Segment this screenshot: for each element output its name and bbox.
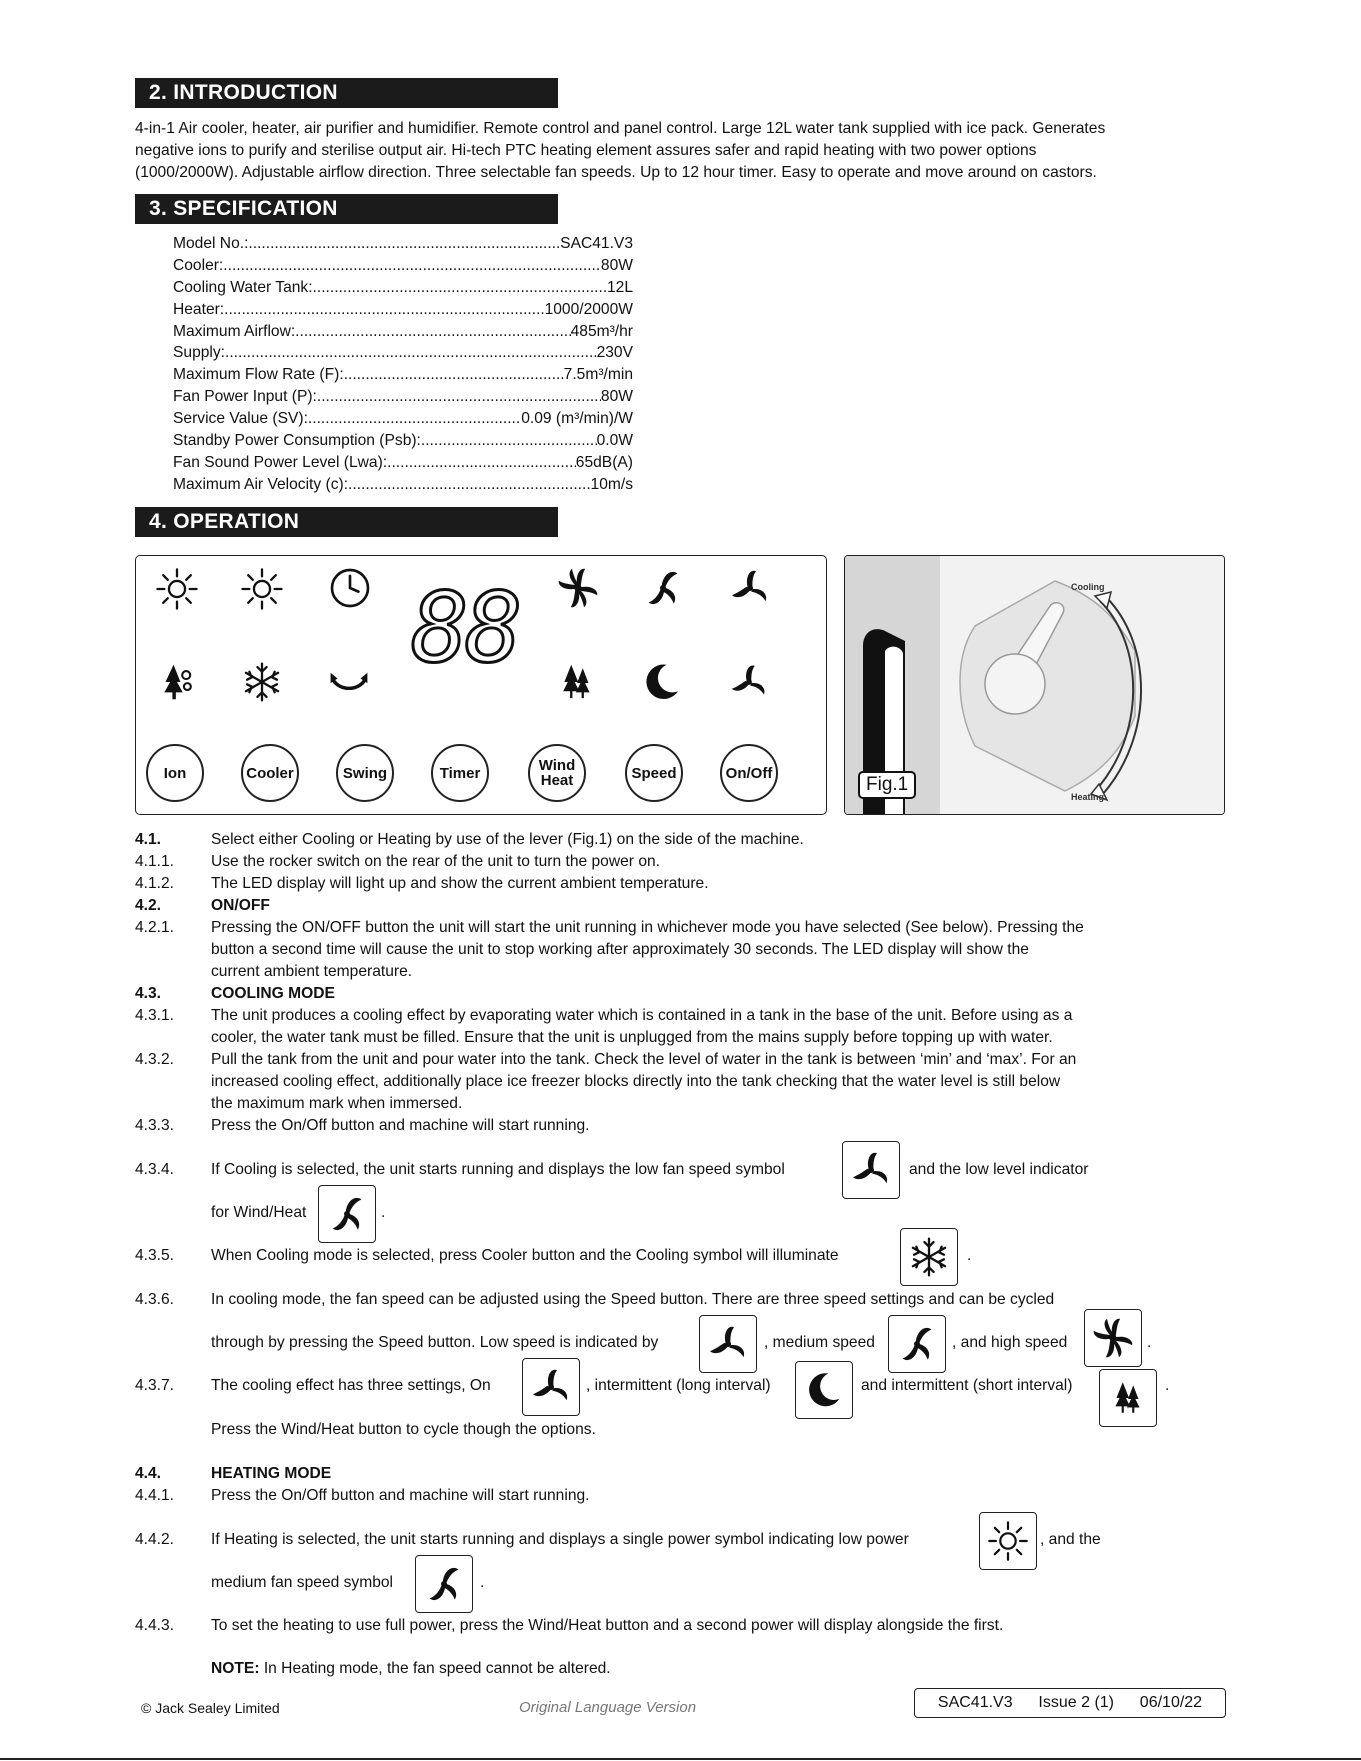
instruction-number: 4.3. <box>135 985 162 1002</box>
spec-row <box>173 277 633 299</box>
spec-leader-dots <box>317 386 601 408</box>
spec-row <box>173 255 633 277</box>
instruction-text: Use the rocker switch on the rear of the unit to turn the power on. <box>211 853 660 870</box>
instruction-number: 4.4.2. <box>135 1531 175 1548</box>
instruction-number: 4.1.1. <box>135 853 175 870</box>
instruction-text: , intermittent (long interval) <box>586 1377 771 1394</box>
instruction-number: 4.2. <box>135 897 162 914</box>
instruction-row <box>135 1049 1225 1071</box>
spec-leader-dots <box>387 452 576 474</box>
spec-leader-dots <box>313 277 607 299</box>
intro-paragraph <box>135 118 1225 184</box>
spec-label: Maximum Air Velocity (c): <box>173 475 349 493</box>
instruction-text: , and the <box>1040 1531 1101 1548</box>
instruction-number: 4.3.3. <box>135 1117 175 1134</box>
medium-speed-symbol-box <box>888 1315 946 1373</box>
instruction-text: current ambient temperature. <box>211 963 413 980</box>
spec-row <box>173 321 633 343</box>
copyright: © Jack Sealey Limited <box>141 1700 280 1716</box>
spec-value: 0.09 (m³/min)/W <box>521 410 633 428</box>
instruction-row <box>135 917 1225 939</box>
instruction-number: 4.3.6. <box>135 1291 175 1308</box>
instruction-row <box>135 851 1225 873</box>
led-display: 88 <box>411 572 519 684</box>
fan-high-icon <box>1089 1314 1137 1362</box>
fan-low-icon <box>726 564 774 612</box>
long-interval-symbol-box <box>795 1361 853 1419</box>
instruction-text: Select either Cooling or Heating by use of the lever (Fig.1) on the side of the machine. <box>211 831 804 848</box>
spec-row <box>173 452 633 474</box>
spec-label: Supply: <box>173 344 226 362</box>
fig-label: Fig.1 <box>858 771 916 799</box>
intro-line: negative ions to purify and sterilise output air. Hi-tech PTC heating element assures safer and rapid heating with two power options <box>135 142 1037 159</box>
spec-row <box>173 474 633 496</box>
instruction-row <box>135 1159 1225 1181</box>
tree-ion-icon <box>154 659 200 705</box>
instruction-text: increased cooling effect, additionally place ice freezer blocks directly into the tank checking that the water level is still below <box>211 1073 1061 1090</box>
spec-value: 10m/s <box>590 475 633 493</box>
instruction-text: Press the On/Off button and machine will start running. <box>211 1487 590 1504</box>
model-number: SAC41.V3 <box>937 1694 1013 1711</box>
speed-button[interactable]: Speed <box>625 744 683 802</box>
spec-value: 65dB(A) <box>575 453 633 471</box>
spec-leader-dots <box>248 233 560 255</box>
cooling-symbol-box <box>900 1228 958 1286</box>
spec-leader-dots <box>348 474 591 496</box>
section-heading-specification: 3. SPECIFICATION <box>135 194 558 224</box>
instruction-row <box>135 1375 1225 1397</box>
instruction-text: through by pressing the Speed button. Low speed is indicated by <box>211 1334 659 1351</box>
spec-value: 230V <box>596 344 633 362</box>
sun-high-icon <box>154 566 200 612</box>
spec-label: Heater: <box>173 300 225 318</box>
instruction-text: If Heating is selected, the unit starts running and displays a single power symbol indicating low power <box>211 1531 909 1548</box>
sun-low-icon <box>239 566 285 612</box>
moon-icon <box>639 659 685 705</box>
spec-row <box>173 430 633 452</box>
low-power-symbol-box <box>979 1512 1037 1570</box>
instruction-text: The unit produces a cooling effect by evaporating water which is contained in a tank in the base of the unit. Before using as a <box>211 1007 1073 1024</box>
spec-value: 80W <box>600 256 633 274</box>
snowflake-icon <box>239 659 285 705</box>
instruction-row <box>135 1463 1225 1485</box>
control-panel-diagram <box>135 555 827 815</box>
instruction-number: 4.2.1. <box>135 919 175 936</box>
spec-row <box>173 364 633 386</box>
cooling-label: Cooling <box>1071 582 1105 592</box>
sun-icon <box>986 1519 1030 1563</box>
instruction-number: 4.4. <box>135 1465 162 1482</box>
instruction-row <box>135 873 1225 895</box>
instruction-row <box>135 983 1225 1005</box>
spec-label: Service Value (SV): <box>173 410 308 428</box>
instruction-number: 4.3.4. <box>135 1161 175 1178</box>
snowflake-icon <box>906 1234 952 1280</box>
spec-label: Maximum Airflow: <box>173 322 296 340</box>
instruction-number: 4.1. <box>135 831 162 848</box>
spec-leader-dots <box>224 299 544 321</box>
fan-low-icon <box>704 1320 752 1368</box>
instruction-row <box>135 1115 1225 1137</box>
instruction-text: and intermittent (short interval) <box>861 1377 1073 1394</box>
spec-label: Cooling Water Tank: <box>173 278 313 296</box>
subsection-heading: COOLING MODE <box>211 985 335 1002</box>
instruction-number: 4.3.1. <box>135 1007 175 1024</box>
fan-low-icon <box>847 1146 895 1194</box>
spec-leader-dots <box>421 430 597 452</box>
cooling-on-symbol-box <box>522 1358 580 1416</box>
instruction-row <box>135 1529 1225 1551</box>
medium-fan-symbol-box <box>415 1555 473 1613</box>
instruction-text: Press the Wind/Heat button to cycle though the options. <box>211 1421 596 1438</box>
spec-label: Cooler: <box>173 256 224 274</box>
spec-label: Model No.: <box>173 235 249 252</box>
tree-icon <box>1107 1377 1149 1419</box>
fan-medium-icon <box>639 564 687 612</box>
section-heading-operation: 4. OPERATION <box>135 507 558 537</box>
spec-list <box>173 233 633 496</box>
instruction-text: The LED display will light up and show the current ambient temperature. <box>211 875 709 892</box>
instruction-row <box>135 1245 1225 1267</box>
fan-medium-icon <box>893 1320 941 1368</box>
instruction-number: 4.1.2. <box>135 875 175 892</box>
instruction-text: Pressing the ON/OFF button the unit will start the unit running in whichever mode you have selected (See below). Pressing the <box>211 919 1084 936</box>
low-speed-symbol-box <box>699 1315 757 1373</box>
section-heading-introduction: 2. INTRODUCTION <box>135 78 558 108</box>
spec-value: 80W <box>600 388 633 406</box>
spec-leader-dots <box>225 342 597 364</box>
fan-high-icon <box>554 564 602 612</box>
on-off-button[interactable]: On/Off <box>720 744 778 802</box>
fan-low-indicator-icon <box>726 659 772 705</box>
spec-label: Fan Power Input (P): <box>173 388 317 406</box>
spec-row <box>173 299 633 321</box>
instruction-text: The cooling effect has three settings, On <box>211 1377 491 1394</box>
moon-icon <box>802 1368 846 1412</box>
tree-icon <box>554 659 600 705</box>
instruction-text: , medium speed <box>764 1334 875 1351</box>
spec-row <box>173 342 633 364</box>
spec-leader-dots <box>308 408 521 430</box>
swing-icon <box>326 659 372 705</box>
instruction-text: cooler, the water tank must be filled. Ensure that the unit is unplugged from the mains supply before topping up with water. <box>211 1029 1053 1046</box>
note-label: NOTE: <box>211 1660 260 1677</box>
spec-value: 1000/2000W <box>544 300 633 318</box>
document-info-box <box>914 1688 1226 1718</box>
wind-heat-low-symbol-box <box>318 1185 376 1243</box>
instruction-number: 4.3.7. <box>135 1377 175 1394</box>
spec-value: SAC41.V3 <box>560 235 633 252</box>
instruction-number: 4.4.3. <box>135 1617 175 1634</box>
spec-row <box>173 408 633 430</box>
instruction-number: 4.3.2. <box>135 1051 175 1068</box>
intro-line: (1000/2000W). Adjustable airflow direction. Three selectable fan speeds. Up to 12 hour timer. Easy to operate and move around on castors. <box>135 164 1097 181</box>
issue-date: 06/10/22 <box>1139 1694 1203 1711</box>
subsection-heading: ON/OFF <box>211 897 270 914</box>
instruction-text: and the low level indicator <box>909 1161 1089 1178</box>
instruction-text: Press the On/Off button and machine will start running. <box>211 1117 590 1134</box>
spec-label: Maximum Flow Rate (F): <box>173 366 344 384</box>
subsection-heading: HEATING MODE <box>211 1465 332 1482</box>
instruction-text: , and high speed <box>952 1334 1068 1351</box>
instruction-text: When Cooling mode is selected, press Cooler button and the Cooling symbol will illuminate <box>211 1247 839 1264</box>
issue-number: Issue 2 (1) <box>1038 1694 1114 1711</box>
instruction-text: the maximum mark when immersed. <box>211 1095 463 1112</box>
spec-row <box>173 233 633 255</box>
instruction-text: To set the heating to use full power, press the Wind/Heat button and a second power will display alongside the first. <box>211 1617 1004 1634</box>
instruction-row <box>135 1615 1225 1637</box>
cooler-button[interactable]: Cooler <box>241 744 299 802</box>
instruction-row <box>135 1005 1225 1027</box>
spec-row <box>173 386 633 408</box>
lever-photo <box>844 555 1225 815</box>
timer-button[interactable]: Timer <box>431 744 489 802</box>
instruction-row <box>135 895 1225 917</box>
fan-medium-icon <box>323 1190 371 1238</box>
instruction-text: Pull the tank from the unit and pour water into the tank. Check the level of water in the tank is between ‘min’ and ‘max’. For an <box>211 1051 1077 1068</box>
instruction-number: 4.3.5. <box>135 1247 175 1264</box>
spec-label: Standby Power Consumption (Psb): <box>173 432 421 450</box>
instruction-number: 4.4.1. <box>135 1487 175 1504</box>
wind-heat-button[interactable]: Wind Heat <box>528 744 586 802</box>
spec-value: 7.5m³/min <box>563 366 633 384</box>
note-row <box>135 1658 1225 1680</box>
swing-button[interactable]: Swing <box>336 744 394 802</box>
instruction-row <box>135 829 1225 851</box>
high-speed-symbol-box <box>1084 1309 1142 1367</box>
instruction-row <box>135 1485 1225 1507</box>
spec-value: 485m³/hr <box>570 322 633 340</box>
ion-button[interactable]: Ion <box>146 744 204 802</box>
spec-value: 12L <box>606 278 633 296</box>
spec-leader-dots <box>344 364 564 386</box>
instruction-text: button a second time will cause the unit to stop working after approximately 30 seconds. The LED display will show the <box>211 941 1029 958</box>
note-text: In Heating mode, the fan speed cannot be altered. <box>259 1660 611 1677</box>
spec-value: 0.0W <box>596 432 633 450</box>
language-note: Original Language Version <box>519 1699 697 1716</box>
intro-line: 4-in-1 Air cooler, heater, air purifier and humidifier. Remote control and panel control. Large 12L water tank supplied with ice pack. Generates <box>135 120 1106 137</box>
fan-medium-icon <box>420 1560 468 1608</box>
clock-icon <box>326 564 374 612</box>
instruction-text: In cooling mode, the fan speed can be adjusted using the Speed button. There are three speed settings and can be cycled <box>211 1291 1055 1308</box>
fan-low-symbol-box <box>842 1141 900 1199</box>
spec-leader-dots <box>295 321 570 343</box>
instruction-text: for Wind/Heat <box>211 1204 307 1221</box>
fan-low-icon <box>527 1363 575 1411</box>
spec-leader-dots <box>223 255 601 277</box>
spec-label: Fan Sound Power Level (Lwa): <box>173 453 388 471</box>
instruction-row <box>135 1289 1225 1311</box>
heating-label: Heating <box>1071 792 1105 802</box>
instruction-text: medium fan speed symbol <box>211 1574 394 1591</box>
page-bottom-rule <box>0 1758 1361 1760</box>
instruction-text: If Cooling is selected, the unit starts running and displays the low fan speed symbol <box>211 1161 785 1178</box>
